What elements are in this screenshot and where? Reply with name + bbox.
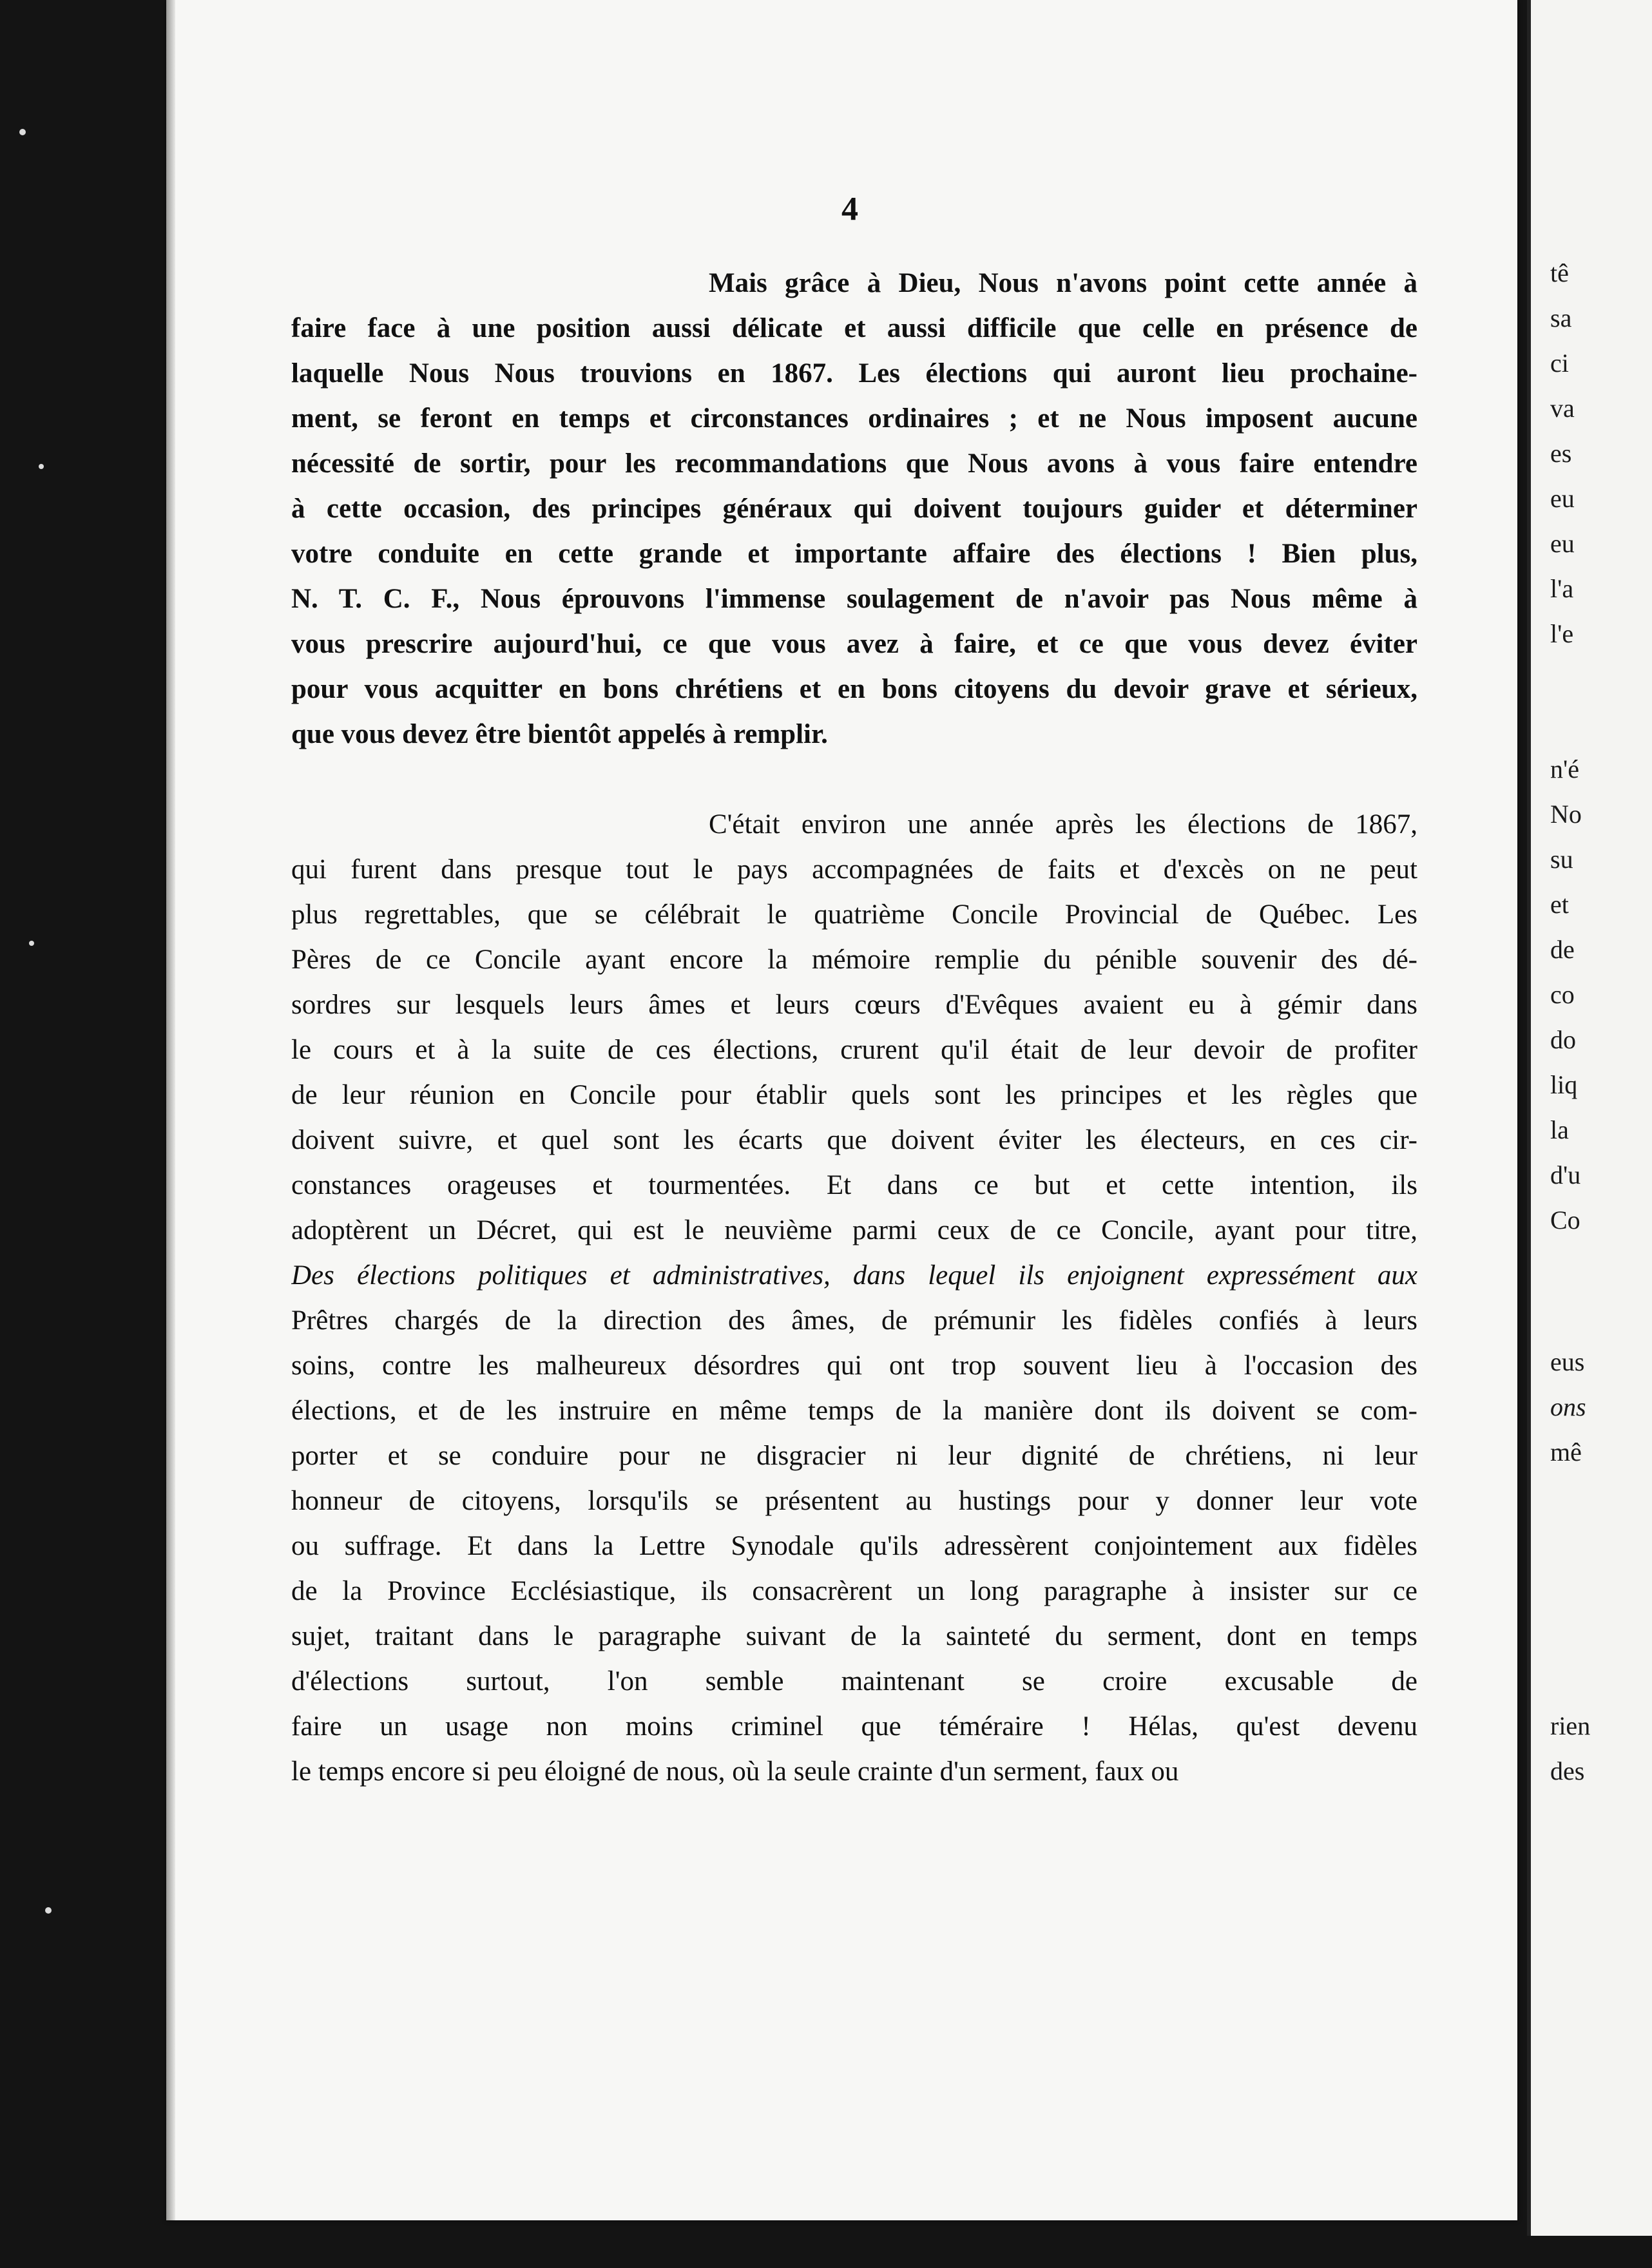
facing-page-fragment: va bbox=[1550, 394, 1575, 423]
text-line: de leur réunion en Concile pour établir quels sont les principes et les règles que bbox=[291, 1080, 1417, 1110]
facing-page-fragment: et bbox=[1550, 890, 1569, 919]
text-line: laquelle Nous Nous trouvions en 1867. Les élections qui auront lieu prochaine- bbox=[291, 358, 1417, 389]
text-line: faire face à une position aussi délicate et aussi difficile que celle en présence de bbox=[291, 313, 1417, 343]
text-line: qui furent dans presque tout le pays accompagnées de faits et d'excès on ne peut bbox=[291, 854, 1417, 885]
facing-page-fragment: ons bbox=[1550, 1392, 1586, 1421]
scan-speck bbox=[45, 1907, 52, 1914]
scan-speck bbox=[39, 464, 44, 469]
text-line: ment, se feront en temps et circonstances ordinaires ; et ne Nous imposent aucune bbox=[291, 403, 1417, 434]
page-number: 4 bbox=[841, 191, 858, 227]
facing-page-fragment: su bbox=[1550, 845, 1573, 874]
facing-page-fragment: liq bbox=[1550, 1070, 1578, 1099]
facing-page-fragment: l'a bbox=[1550, 574, 1574, 603]
text-line: Pères de ce Concile ayant encore la mémoire remplie du pénible souvenir des dé- bbox=[291, 945, 1417, 975]
text-line: nécessité de sortir, pour les recommandations que Nous avons à vous faire entendre bbox=[291, 448, 1417, 479]
text-line: Des élections politiques et administratives, dans lequel ils enjoignent expressément aux bbox=[291, 1260, 1417, 1291]
facing-page-fragment: des bbox=[1550, 1756, 1585, 1785]
facing-page-fragment: eu bbox=[1550, 529, 1575, 558]
text-line: Prêtres chargés de la direction des âmes, de prémunir les fidèles confiés à leurs bbox=[291, 1305, 1417, 1336]
facing-page-fragment: d'u bbox=[1550, 1160, 1581, 1189]
paragraph-1 bbox=[291, 261, 1417, 757]
text-line: plus regrettables, que se célébrait le quatrième Concile Provincial de Québec. Les bbox=[291, 899, 1417, 930]
text-line: sujet, traitant dans le paragraphe suivant de la sainteté du serment, dont en temps bbox=[291, 1621, 1417, 1651]
text-line: soins, contre les malheureux désordres qui ont trop souvent lieu à l'occasion des bbox=[291, 1350, 1417, 1381]
page-fold-shadow bbox=[166, 0, 175, 2220]
facing-page-fragment: No bbox=[1550, 800, 1582, 829]
facing-page-fragment: eu bbox=[1550, 484, 1575, 513]
facing-page-fragment: l'e bbox=[1550, 619, 1574, 648]
text-line: que vous devez être bientôt appelés à remplir. bbox=[291, 719, 828, 749]
text-line: Mais grâce à Dieu, Nous n'avons point cette année à bbox=[709, 268, 1417, 298]
text-line: doivent suivre, et quel sont les écarts que doivent éviter les électeurs, en ces cir- bbox=[291, 1125, 1417, 1155]
facing-page-fragment: tê bbox=[1550, 258, 1569, 287]
text-line: ou suffrage. Et dans la Lettre Synodale qu'ils adressèrent conjointement aux fidèles bbox=[291, 1531, 1417, 1561]
text-line: à cette occasion, des principes généraux qui doivent toujours guider et déterminer bbox=[291, 494, 1417, 524]
text-line: C'était environ une année après les élections de 1867, bbox=[709, 809, 1417, 840]
text-line: porter et se conduire pour ne disgracier ni leur dignité de chrétiens, ni leur bbox=[291, 1441, 1417, 1471]
paragraph-2 bbox=[291, 802, 1417, 1794]
text-line: d'élections surtout, l'on semble maintenant se croire excusable de bbox=[291, 1666, 1417, 1696]
scan-speck bbox=[19, 129, 26, 135]
facing-page-fragment: co bbox=[1550, 980, 1575, 1009]
text-line: votre conduite en cette grande et importante affaire des élections ! Bien plus, bbox=[291, 539, 1417, 569]
text-line: constances orageuses et tourmentées. Et dans ce but et cette intention, ils bbox=[291, 1170, 1417, 1200]
facing-page-fragment: es bbox=[1550, 439, 1572, 468]
text-line: adoptèrent un Décret, qui est le neuvième parmi ceux de ce Concile, ayant pour titre, bbox=[291, 1215, 1417, 1245]
facing-page-fragment: sa bbox=[1550, 303, 1572, 332]
facing-page-fragment: la bbox=[1550, 1115, 1569, 1144]
facing-page-fragment: rien bbox=[1550, 1711, 1591, 1740]
text-line: le cours et à la suite de ces élections, crurent qu'il était de leur devoir de profiter bbox=[291, 1035, 1417, 1065]
facing-page-fragment: n'é bbox=[1550, 754, 1579, 783]
text-line: sordres sur lesquels leurs âmes et leurs cœurs d'Evêques avaient eu à gémir dans bbox=[291, 990, 1417, 1020]
text-line: le temps encore si peu éloigné de nous, où la seule crainte d'un serment, faux ou bbox=[291, 1756, 1179, 1787]
scan-speck bbox=[29, 941, 34, 946]
text-line: honneur de citoyens, lorsqu'ils se présentent au hustings pour y donner leur vote bbox=[291, 1486, 1417, 1516]
facing-page-fragment: do bbox=[1550, 1025, 1576, 1054]
text-line: élections, et de les instruire en même temps de la manière dont ils doivent se com- bbox=[291, 1396, 1417, 1426]
facing-page bbox=[1527, 0, 1652, 2236]
facing-page-fragment: de bbox=[1550, 935, 1575, 964]
text-line: faire un usage non moins criminel que téméraire ! Hélas, qu'est devenu bbox=[291, 1711, 1417, 1742]
facing-page-fragment: mê bbox=[1550, 1437, 1582, 1466]
text-line: vous prescrire aujourd'hui, ce que vous avez à faire, et ce que vous devez éviter bbox=[291, 629, 1417, 659]
facing-page-fragment: Co bbox=[1550, 1206, 1580, 1235]
text-line: de la Province Ecclésiastique, ils consacrèrent un long paragraphe à insister sur ce bbox=[291, 1576, 1417, 1606]
text-line: N. T. C. F., Nous éprouvons l'immense soulagement de n'avoir pas Nous même à bbox=[291, 584, 1417, 614]
facing-page-fragment: eus bbox=[1550, 1347, 1585, 1376]
text-line: pour vous acquitter en bons chrétiens et en bons citoyens du devoir grave et sérieux, bbox=[291, 674, 1417, 704]
facing-page-fragment: ci bbox=[1550, 349, 1569, 378]
